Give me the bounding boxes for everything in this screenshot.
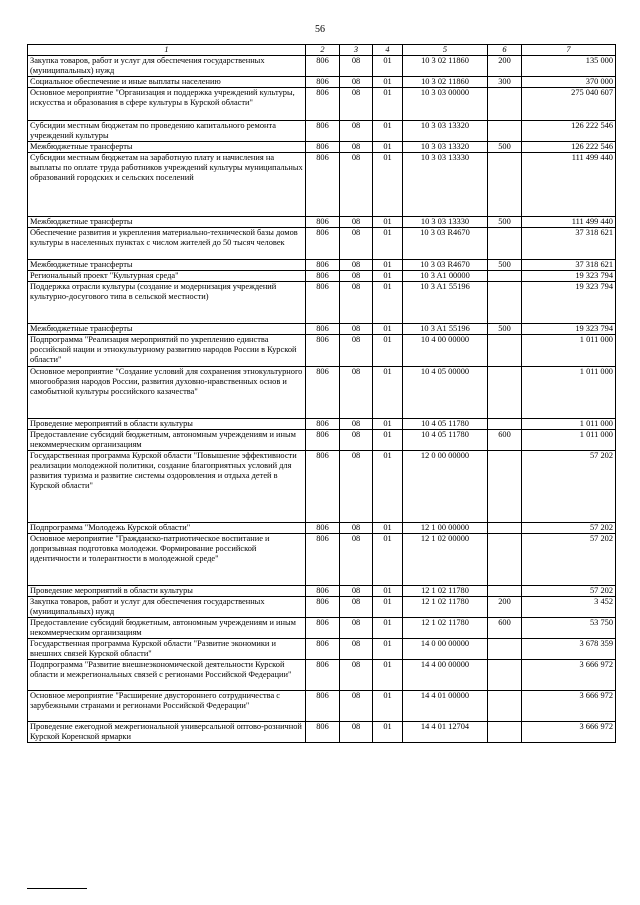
subsection-code: 01 [373, 271, 403, 282]
amount: 126 222 546 [522, 142, 616, 153]
subsection-code: 01 [373, 660, 403, 691]
chief-administrator-code: 806 [306, 691, 340, 722]
target-article-code: 12 0 00 00000 [403, 451, 488, 523]
chief-administrator-code: 806 [306, 451, 340, 523]
section-code: 08 [340, 534, 373, 586]
chief-administrator-code: 806 [306, 367, 340, 419]
amount: 3 666 972 [522, 660, 616, 691]
table-row [28, 430, 616, 451]
section-code: 08 [340, 618, 373, 639]
target-article-code: 12 1 02 11780 [403, 586, 488, 597]
subsection-code: 01 [373, 260, 403, 271]
chief-administrator-code: 806 [306, 142, 340, 153]
table-row [28, 722, 616, 743]
chief-administrator-code: 806 [306, 77, 340, 88]
target-article-code: 10 3 03 R4670 [403, 260, 488, 271]
section-code: 08 [340, 260, 373, 271]
expenditure-name: Предоставление субсидий бюджетным, автономным учреждениям и иным некоммерческим организациям [28, 618, 306, 639]
expenditure-name: Межбюджетные трансферты [28, 217, 306, 228]
expense-type-code [488, 639, 522, 660]
expense-type-code [488, 451, 522, 523]
table-row [28, 691, 616, 722]
expenditure-name: Проведение ежегодной межрегиональной универсальной оптово-розничной Курской Коренской ярмарки [28, 722, 306, 743]
amount: 37 318 621 [522, 260, 616, 271]
section-code: 08 [340, 121, 373, 142]
expenditure-name: Основное мероприятие "Создание условий для сохранения этнокультурного многообразия народов России, развития духовно-нравственных основ и самобытной культуры российского казачества" [28, 367, 306, 419]
expenditure-name: Проведение мероприятий в области культуры [28, 586, 306, 597]
expense-type-code [488, 586, 522, 597]
expense-type-code: 600 [488, 618, 522, 639]
section-code: 08 [340, 88, 373, 121]
subsection-code: 01 [373, 722, 403, 743]
table-row [28, 451, 616, 523]
subsection-code: 01 [373, 142, 403, 153]
target-article-code: 10 3 A1 00000 [403, 271, 488, 282]
subsection-code: 01 [373, 324, 403, 335]
chief-administrator-code: 806 [306, 324, 340, 335]
section-code: 08 [340, 271, 373, 282]
amount: 19 323 794 [522, 282, 616, 324]
expenditure-name: Социальное обеспечение и иные выплаты населению [28, 77, 306, 88]
table-row [28, 597, 616, 618]
expense-type-code [488, 228, 522, 260]
expense-type-code [488, 691, 522, 722]
subsection-code: 01 [373, 88, 403, 121]
amount: 53 750 [522, 618, 616, 639]
expense-type-code [488, 153, 522, 217]
expense-type-code [488, 335, 522, 367]
amount: 57 202 [522, 534, 616, 586]
section-code: 08 [340, 228, 373, 260]
subsection-code: 01 [373, 419, 403, 430]
chief-administrator-code: 806 [306, 282, 340, 324]
chief-administrator-code: 806 [306, 618, 340, 639]
column-header: 2 [306, 45, 340, 56]
target-article-code: 10 3 A1 55196 [403, 282, 488, 324]
subsection-code: 01 [373, 367, 403, 419]
table-row [28, 367, 616, 419]
expenditure-name: Межбюджетные трансферты [28, 142, 306, 153]
chief-administrator-code: 806 [306, 217, 340, 228]
expense-type-code [488, 722, 522, 743]
amount: 1 011 000 [522, 335, 616, 367]
table-row [28, 639, 616, 660]
budget-table [27, 44, 616, 743]
table-row [28, 523, 616, 534]
expense-type-code [488, 523, 522, 534]
amount: 3 666 972 [522, 722, 616, 743]
target-article-code: 14 4 01 12704 [403, 722, 488, 743]
subsection-code: 01 [373, 153, 403, 217]
expense-type-code [488, 282, 522, 324]
column-header: 7 [522, 45, 616, 56]
expenditure-name: Закупка товаров, работ и услуг для обеспечения государственных (муниципальных) нужд [28, 597, 306, 618]
subsection-code: 01 [373, 691, 403, 722]
table-row [28, 282, 616, 324]
table-row [28, 586, 616, 597]
amount: 57 202 [522, 586, 616, 597]
expenditure-name: Межбюджетные трансферты [28, 324, 306, 335]
section-code: 08 [340, 597, 373, 618]
subsection-code: 01 [373, 228, 403, 260]
expenditure-name: Поддержка отрасли культуры (создание и модернизация учреждений культурно-досугового типа в сельской местности) [28, 282, 306, 324]
column-header: 6 [488, 45, 522, 56]
chief-administrator-code: 806 [306, 597, 340, 618]
amount: 57 202 [522, 523, 616, 534]
amount: 370 000 [522, 77, 616, 88]
expense-type-code: 200 [488, 56, 522, 77]
amount: 3 678 359 [522, 639, 616, 660]
target-article-code: 10 4 05 11780 [403, 419, 488, 430]
subsection-code: 01 [373, 121, 403, 142]
chief-administrator-code: 806 [306, 153, 340, 217]
table-row [28, 260, 616, 271]
target-article-code: 10 3 02 11860 [403, 56, 488, 77]
target-article-code: 10 3 03 13320 [403, 121, 488, 142]
section-code: 08 [340, 660, 373, 691]
expenditure-name: Подпрограмма "Молодежь Курской области" [28, 523, 306, 534]
expense-type-code: 500 [488, 217, 522, 228]
expenditure-name: Межбюджетные трансферты [28, 260, 306, 271]
table-row [28, 419, 616, 430]
amount: 1 011 000 [522, 419, 616, 430]
budget-table-body [28, 56, 616, 743]
column-number-row [28, 45, 616, 56]
section-code: 08 [340, 451, 373, 523]
section-code: 08 [340, 691, 373, 722]
amount: 57 202 [522, 451, 616, 523]
subsection-code: 01 [373, 282, 403, 324]
subsection-code: 01 [373, 618, 403, 639]
amount: 3 666 972 [522, 691, 616, 722]
subsection-code: 01 [373, 217, 403, 228]
target-article-code: 10 3 02 11860 [403, 77, 488, 88]
chief-administrator-code: 806 [306, 56, 340, 77]
table-row [28, 618, 616, 639]
table-row [28, 88, 616, 121]
amount: 111 499 440 [522, 217, 616, 228]
column-header: 3 [340, 45, 373, 56]
expenditure-name: Субсидии местным бюджетам на заработную плату и начисления на выплаты по оплате труда работников учреждений культуры муниципальных образований городских и сельских поселений [28, 153, 306, 217]
section-code: 08 [340, 523, 373, 534]
expenditure-name: Основное мероприятие "Организация и поддержка учреждений культуры, искусства и образования в сфере культуры в Курской области" [28, 88, 306, 121]
expenditure-name: Региональный проект "Культурная среда" [28, 271, 306, 282]
amount: 275 040 607 [522, 88, 616, 121]
chief-administrator-code: 806 [306, 260, 340, 271]
section-code: 08 [340, 639, 373, 660]
chief-administrator-code: 806 [306, 419, 340, 430]
target-article-code: 10 4 05 11780 [403, 430, 488, 451]
target-article-code: 10 4 05 00000 [403, 367, 488, 419]
table-row [28, 534, 616, 586]
expenditure-name: Подпрограмма "Развитие внешнеэкономической деятельности Курской области и межрегиональных связей с регионами Российской Федерации" [28, 660, 306, 691]
section-code: 08 [340, 142, 373, 153]
table-row [28, 660, 616, 691]
section-code: 08 [340, 430, 373, 451]
section-code: 08 [340, 586, 373, 597]
amount: 1 011 000 [522, 430, 616, 451]
table-row [28, 324, 616, 335]
target-article-code: 10 3 03 13330 [403, 217, 488, 228]
expenditure-name: Субсидии местным бюджетам по проведению капитального ремонта учреждений культуры [28, 121, 306, 142]
section-code: 08 [340, 335, 373, 367]
section-code: 08 [340, 56, 373, 77]
expenditure-name: Предоставление субсидий бюджетным, автономным учреждениям и иным некоммерческим организациям [28, 430, 306, 451]
column-header: 5 [403, 45, 488, 56]
table-row [28, 335, 616, 367]
expense-type-code [488, 121, 522, 142]
section-code: 08 [340, 153, 373, 217]
amount: 19 323 794 [522, 324, 616, 335]
subsection-code: 01 [373, 77, 403, 88]
section-code: 08 [340, 367, 373, 419]
section-code: 08 [340, 77, 373, 88]
expense-type-code: 500 [488, 324, 522, 335]
expense-type-code [488, 88, 522, 121]
subsection-code: 01 [373, 523, 403, 534]
target-article-code: 12 1 02 11780 [403, 618, 488, 639]
column-header: 1 [28, 45, 306, 56]
expenditure-name: Обеспечение развития и укрепления материально-технической базы домов культуры в населенных пунктах с числом жителей до 50 тысяч человек [28, 228, 306, 260]
amount: 1 011 000 [522, 367, 616, 419]
amount: 3 452 [522, 597, 616, 618]
chief-administrator-code: 806 [306, 335, 340, 367]
expense-type-code: 500 [488, 142, 522, 153]
chief-administrator-code: 806 [306, 660, 340, 691]
table-row [28, 153, 616, 217]
chief-administrator-code: 806 [306, 271, 340, 282]
table-row [28, 271, 616, 282]
expenditure-name: Государственная программа Курской области "Развитие экономики и внешних связей Курской области" [28, 639, 306, 660]
column-header: 4 [373, 45, 403, 56]
chief-administrator-code: 806 [306, 121, 340, 142]
table-row [28, 121, 616, 142]
chief-administrator-code: 806 [306, 523, 340, 534]
subsection-code: 01 [373, 451, 403, 523]
target-article-code: 10 3 03 13320 [403, 142, 488, 153]
target-article-code: 14 4 01 00000 [403, 691, 488, 722]
table-row [28, 77, 616, 88]
section-code: 08 [340, 722, 373, 743]
target-article-code: 10 4 00 00000 [403, 335, 488, 367]
page-number: 56 [315, 24, 325, 35]
expenditure-name: Основное мероприятие "Расширение двустороннего сотрудничества с зарубежными странами и регионами Российской Федерации" [28, 691, 306, 722]
chief-administrator-code: 806 [306, 639, 340, 660]
subsection-code: 01 [373, 430, 403, 451]
target-article-code: 14 0 00 00000 [403, 639, 488, 660]
chief-administrator-code: 806 [306, 430, 340, 451]
expenditure-name: Основное мероприятие "Гражданско-патриотическое воспитание и допризывная подготовка молодежи. Формирование российской идентичности и толерантности в молодежной среде" [28, 534, 306, 586]
expense-type-code: 600 [488, 430, 522, 451]
target-article-code: 14 4 00 00000 [403, 660, 488, 691]
target-article-code: 12 1 02 11780 [403, 597, 488, 618]
section-code: 08 [340, 419, 373, 430]
expense-type-code: 300 [488, 77, 522, 88]
expenditure-name: Подпрограмма "Реализация мероприятий по укреплению единства российской нации и этнокультурному развитию народов России в Курской области" [28, 335, 306, 367]
amount: 135 000 [522, 56, 616, 77]
chief-administrator-code: 806 [306, 722, 340, 743]
expense-type-code: 500 [488, 260, 522, 271]
section-code: 08 [340, 282, 373, 324]
expense-type-code [488, 271, 522, 282]
expense-type-code: 200 [488, 597, 522, 618]
target-article-code: 12 1 02 00000 [403, 534, 488, 586]
expense-type-code [488, 419, 522, 430]
target-article-code: 12 1 00 00000 [403, 523, 488, 534]
expense-type-code [488, 534, 522, 586]
target-article-code: 10 3 03 R4670 [403, 228, 488, 260]
section-code: 08 [340, 324, 373, 335]
expenditure-name: Проведение мероприятий в области культуры [28, 419, 306, 430]
amount: 126 222 546 [522, 121, 616, 142]
amount: 111 499 440 [522, 153, 616, 217]
subsection-code: 01 [373, 597, 403, 618]
chief-administrator-code: 806 [306, 228, 340, 260]
amount: 19 323 794 [522, 271, 616, 282]
subsection-code: 01 [373, 56, 403, 77]
target-article-code: 10 3 03 13330 [403, 153, 488, 217]
table-row [28, 142, 616, 153]
target-article-code: 10 3 A1 55196 [403, 324, 488, 335]
subsection-code: 01 [373, 639, 403, 660]
footnote-divider [27, 888, 87, 889]
target-article-code: 10 3 03 00000 [403, 88, 488, 121]
chief-administrator-code: 806 [306, 88, 340, 121]
subsection-code: 01 [373, 586, 403, 597]
subsection-code: 01 [373, 534, 403, 586]
table-row [28, 56, 616, 77]
chief-administrator-code: 806 [306, 586, 340, 597]
table-row [28, 228, 616, 260]
table-row [28, 217, 616, 228]
expenditure-name: Государственная программа Курской области "Повышение эффективности реализации молодежной политики, создание благоприятных условий для развития туризма и развитие системы оздоровления и отдыха детей в Курской области" [28, 451, 306, 523]
expense-type-code [488, 367, 522, 419]
chief-administrator-code: 806 [306, 534, 340, 586]
section-code: 08 [340, 217, 373, 228]
expense-type-code [488, 660, 522, 691]
amount: 37 318 621 [522, 228, 616, 260]
expenditure-name: Закупка товаров, работ и услуг для обеспечения государственных (муниципальных) нужд [28, 56, 306, 77]
subsection-code: 01 [373, 335, 403, 367]
